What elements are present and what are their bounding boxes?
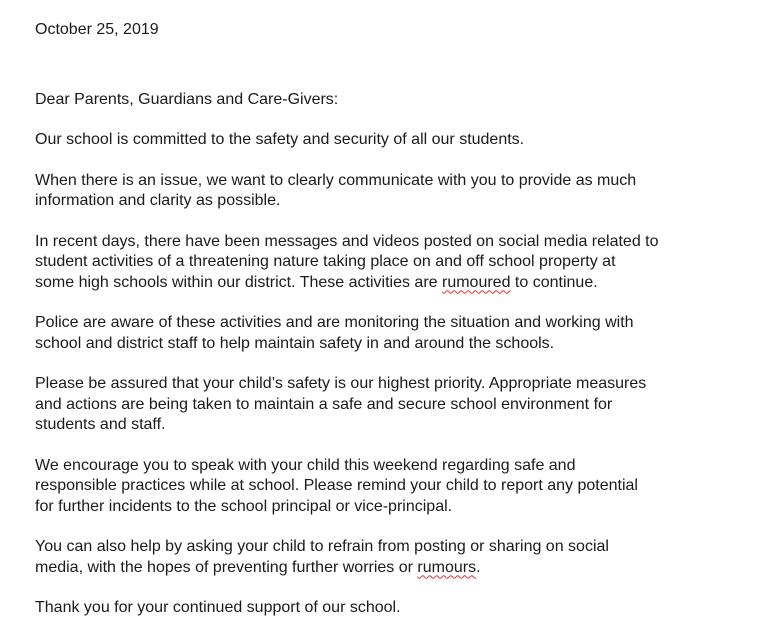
paragraph-line: You can also help by asking your child to refrain from posting or sharing on social bbox=[35, 538, 609, 555]
text-segment: to continue. bbox=[510, 273, 598, 291]
paragraph-line bbox=[35, 273, 765, 294]
paragraph-line: Please be assured that your child’s safety is our highest priority. Appropriate measures bbox=[35, 375, 647, 392]
paragraph-line bbox=[35, 558, 765, 579]
paragraph-police bbox=[35, 313, 765, 354]
paragraph-line: school and district staff to help maintain safety in and around the schools. bbox=[35, 334, 555, 352]
text-segment: . bbox=[476, 558, 481, 576]
paragraph-line: student activities of a threatening nature taking place on and off school property at bbox=[35, 253, 616, 270]
paragraph-line: and actions are being taken to maintain a safe and secure school environment for bbox=[35, 395, 613, 413]
paragraph-line: information and clarity as possible. bbox=[35, 192, 281, 209]
letter bbox=[35, 20, 765, 619]
paragraph-encourage bbox=[35, 456, 765, 518]
spellcheck-word: rumours bbox=[417, 558, 477, 576]
paragraph-line: for further incidents to the school principal or vice-principal. bbox=[35, 497, 453, 515]
letter-date: October 25, 2019 bbox=[35, 21, 159, 38]
paragraph-line: When there is an issue, we want to clearly communicate with you to provide as much bbox=[35, 171, 637, 189]
paragraph-line: Police are aware of these activities and are monitoring the situation and working with bbox=[35, 314, 634, 331]
salutation: Dear Parents, Guardians and Care-Givers: bbox=[35, 90, 339, 108]
paragraph-line: Our school is committed to the safety and security of all our students. bbox=[35, 131, 525, 148]
spellcheck-word: rumoured bbox=[442, 273, 511, 291]
paragraph-line: responsible practices while at school. Please remind your child to report any potential bbox=[35, 477, 638, 494]
paragraph-communication bbox=[35, 171, 765, 212]
text-segment: some high schools within our district. These activities are bbox=[35, 273, 442, 291]
paragraph-assurance bbox=[35, 374, 765, 436]
closing: Thank you for your continued support of our school. bbox=[35, 599, 401, 616]
paragraph-commitment bbox=[35, 130, 765, 151]
paragraph-line: We encourage you to speak with your child this weekend regarding safe and bbox=[35, 456, 576, 474]
paragraph-line: students and staff. bbox=[35, 416, 166, 433]
paragraph-help bbox=[35, 537, 765, 578]
text-segment: media, with the hopes of preventing further worries or bbox=[35, 558, 418, 576]
paragraph-line: In recent days, there have been messages and videos posted on social media related to bbox=[35, 232, 659, 250]
paragraph-social-media bbox=[35, 232, 765, 294]
